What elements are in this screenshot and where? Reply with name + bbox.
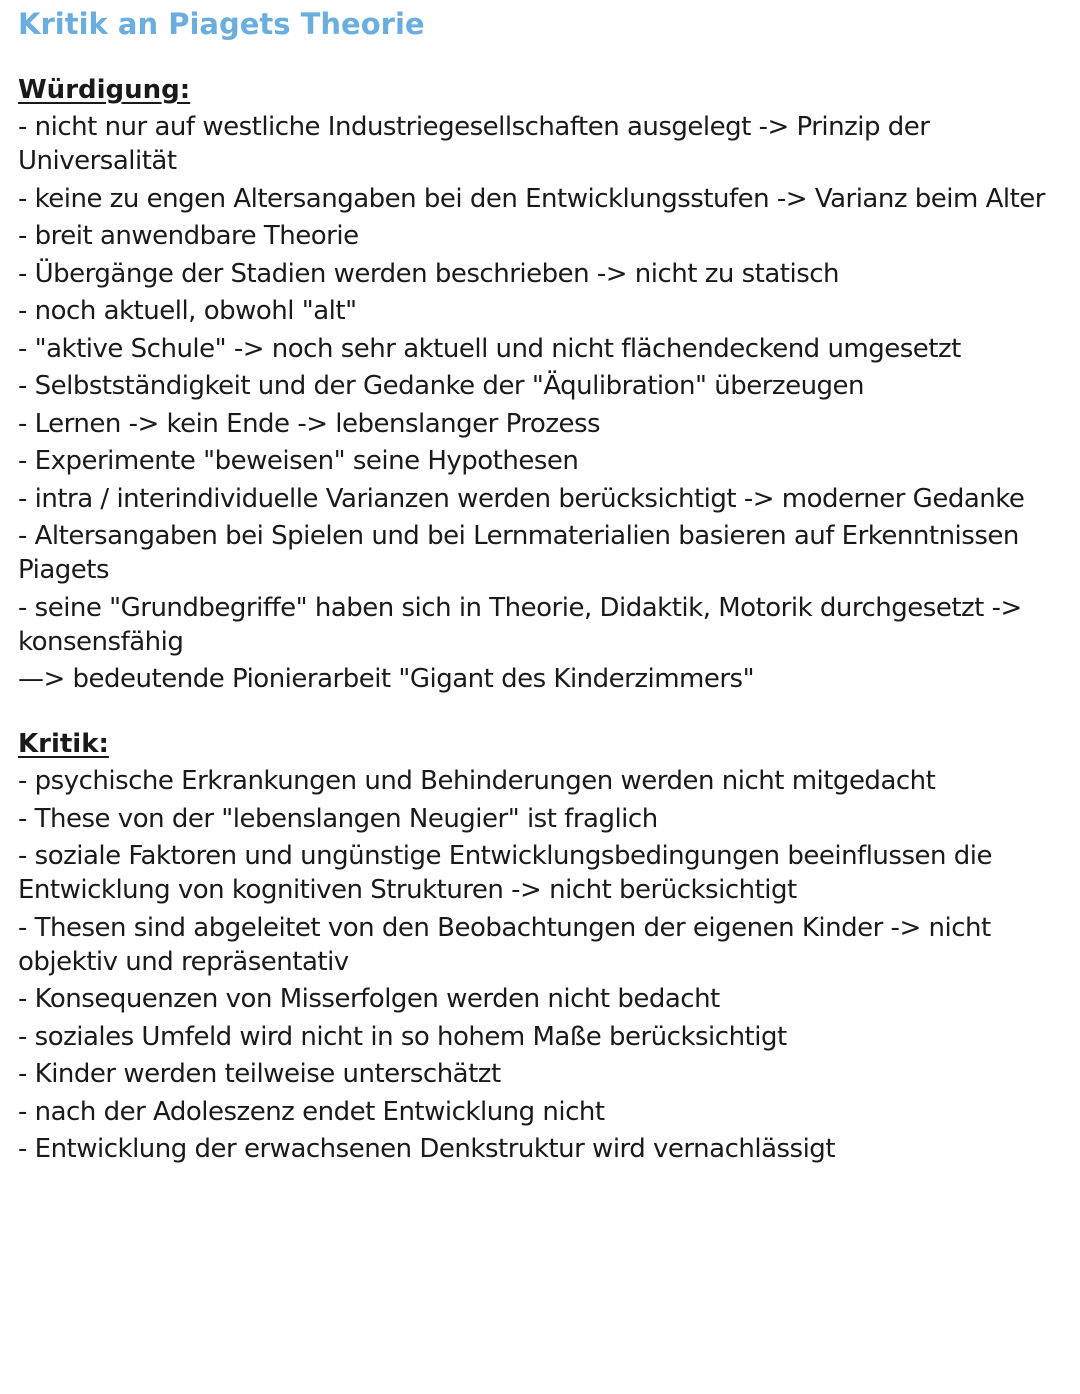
kritik-list — [18, 764, 1068, 1166]
list-item: - These von der "lebenslangen Neugier" ist fraglich — [18, 803, 658, 834]
list-item: - seine "Grundbegriffe" haben sich in Theorie, Didaktik, Motorik durchgesetzt -> konsensfähig — [18, 592, 1022, 657]
list-item: - soziales Umfeld wird nicht in so hohem Maße berücksichtigt — [18, 1021, 787, 1052]
kritik-heading: Kritik: — [18, 729, 109, 759]
list-item: - nach der Adoleszenz endet Entwicklung nicht — [18, 1096, 605, 1127]
list-item: - Lernen -> kein Ende -> lebenslanger Prozess — [18, 408, 601, 439]
wuerdigung-heading: Würdigung: — [18, 75, 191, 105]
list-item: - intra / interindividuelle Varianzen werden berücksichtigt -> moderner Gedanke — [18, 483, 1025, 514]
list-item: - "aktive Schule" -> noch sehr aktuell und nicht flächendeckend umgesetzt — [18, 333, 961, 364]
list-item: - Thesen sind abgeleitet von den Beobachtungen der eigenen Kinder -> nicht objektiv und repräsentativ — [18, 912, 991, 977]
list-item: - noch aktuell, obwohl "alt" — [18, 296, 357, 326]
list-item: - Selbstständigkeit und der Gedanke der "Äqulibration" überzeugen — [18, 371, 865, 401]
page-title: Kritik an Piagets Theorie — [18, 7, 425, 41]
list-item: - soziale Faktoren und ungünstige Entwicklungsbedingungen beeinflussen die Entwicklung von kognitiven Strukturen -> nicht berücksichtigt — [18, 841, 992, 905]
list-item: - keine zu engen Altersangaben bei den Entwicklungsstufen -> Varianz beim Alter — [18, 183, 1045, 214]
list-item: - Übergänge der Stadien werden beschrieben -> nicht zu statisch — [18, 258, 840, 289]
wuerdigung-list — [18, 110, 1068, 696]
wuerdigung-section — [18, 72, 1068, 696]
list-item: - Experimente "beweisen" seine Hypothesen — [18, 446, 579, 476]
list-item: - nicht nur auf westliche Industriegesellschaften ausgelegt -> Prinzip der Universalität — [18, 112, 930, 176]
kritik-section — [18, 726, 1068, 1166]
list-item: - psychische Erkrankungen und Behinderungen werden nicht mitgedacht — [18, 766, 936, 796]
conclusion-line: —> bedeutende Pionierarbeit "Gigant des Kinderzimmers" — [18, 664, 755, 694]
list-item: - Kinder werden teilweise unterschätzt — [18, 1059, 501, 1089]
list-item: - Entwicklung der erwachsenen Denkstruktur wird vernachlässigt — [18, 1134, 836, 1164]
list-item: - Altersangaben bei Spielen und bei Lernmaterialien basieren auf Erkenntnissen Piagets — [18, 521, 1019, 585]
list-item: - Konsequenzen von Misserfolgen werden nicht bedacht — [18, 984, 720, 1014]
document-page — [18, 4, 1068, 1170]
list-item: - breit anwendbare Theorie — [18, 221, 359, 251]
